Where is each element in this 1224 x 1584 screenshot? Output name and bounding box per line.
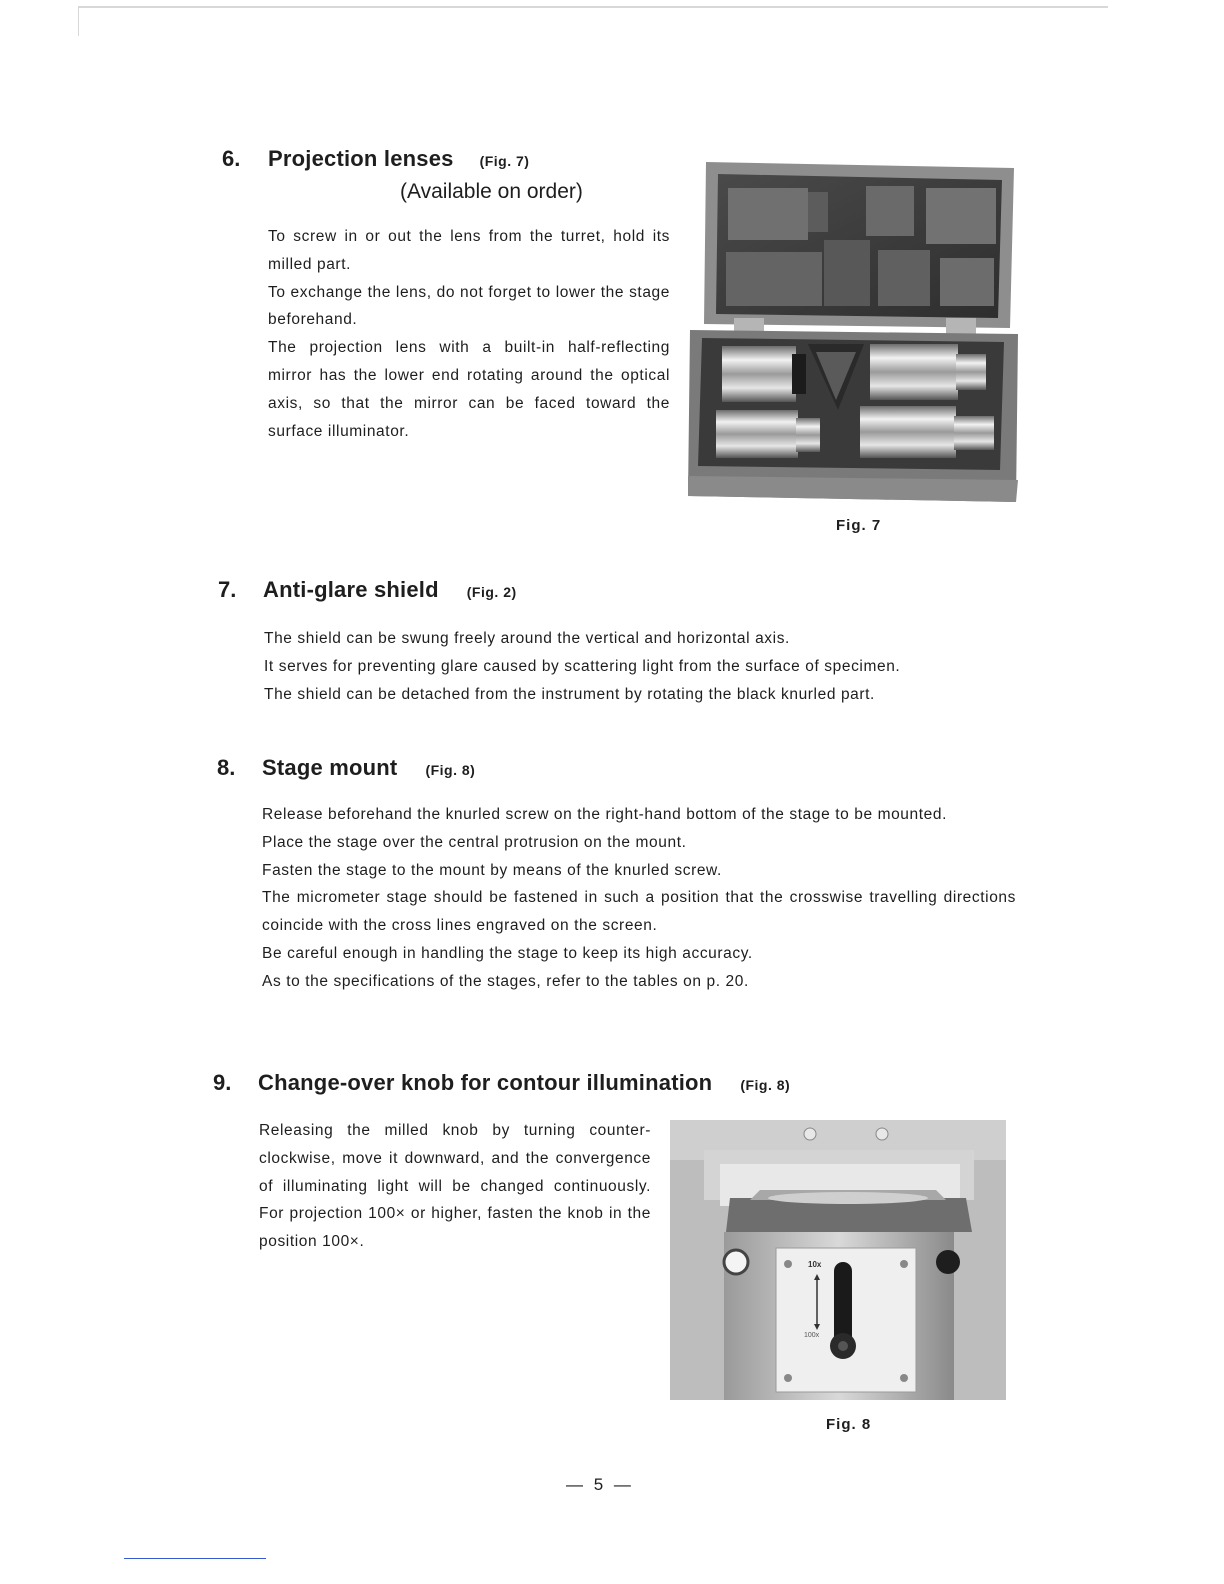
paragraph: Releasing the milled knob by turning counter-clockwise, move it downward, and the convergence of illuminating light will be changed continuously. For projection 100× or higher, fasten the knob in the position 100×. [259, 1122, 651, 1251]
lens-case-drawing [688, 158, 1018, 502]
paragraph: As to the specifications of the stages, refer to the tables on p. 20. [262, 972, 749, 990]
section-9-body [259, 1117, 651, 1256]
scale-label-100x: 100x [804, 1332, 820, 1339]
section-number: 9. [213, 1070, 232, 1095]
section-heading [213, 1070, 790, 1096]
section-title: Anti-glare shield [263, 577, 439, 602]
section-8 [217, 755, 475, 781]
footer-link-underline [124, 1558, 266, 1559]
section-8-body [262, 801, 1016, 996]
figure-reference: (Fig. 7) [479, 153, 530, 169]
section-subtitle: (Available on order) [400, 180, 583, 203]
section-6 [222, 146, 529, 172]
paragraph: Be careful enough in handling the stage to keep its high accuracy. [262, 944, 753, 962]
paragraph: The projection lens with a built-in half-reflecting mirror has the lower end rotating around the optical axis, so that the mirror can be faced toward the surface illuminator. [268, 339, 670, 440]
paragraph: The shield can be swung freely around the vertical and horizontal axis. [264, 630, 790, 647]
paragraph: Fasten the stage to the mount by means of the knurled screw. [262, 861, 722, 879]
section-title: Change-over knob for contour illumination [258, 1070, 713, 1095]
section-9 [213, 1070, 790, 1096]
paragraph: It serves for preventing glare caused by scattering light from the surface of specimen. [264, 657, 901, 675]
scale-label-10x: 10x [808, 1260, 822, 1269]
paragraph: The shield can be detached from the instrument by rotating the black knurled part. [264, 685, 875, 703]
section-heading [217, 755, 475, 781]
figure-8-caption: Fig. 8 [826, 1416, 872, 1433]
figure-7-caption: Fig. 7 [836, 517, 882, 534]
section-title: Stage mount [262, 755, 398, 780]
section-7 [218, 577, 517, 603]
section-heading [222, 146, 529, 172]
paragraph: To exchange the lens, do not forget to lower the stage beforehand. [268, 283, 670, 329]
section-7-body [264, 625, 1024, 708]
figure-reference: (Fig. 2) [466, 584, 517, 600]
section-number: 7. [218, 577, 237, 602]
figure-reference: (Fig. 8) [740, 1077, 791, 1093]
scan-edge-left [78, 6, 79, 36]
figure-reference: (Fig. 8) [425, 762, 476, 778]
figure-8-knob-photo [670, 1120, 1006, 1400]
knob-drawing [670, 1120, 1006, 1400]
paragraph: Place the stage over the central protrusion on the mount. [262, 833, 687, 851]
figure-7-lens-case-photo [688, 158, 1018, 502]
paragraph: The micrometer stage should be fastened in such a position that the crosswise travelling directions coincide with the cross lines engraved on the screen. [262, 889, 1016, 935]
scan-edge-top [78, 6, 1108, 8]
section-number: 6. [222, 146, 241, 171]
section-number: 8. [217, 755, 236, 780]
page-number: — 5 — [566, 1475, 634, 1494]
section-heading [218, 577, 517, 603]
section-title: Projection lenses [268, 146, 454, 171]
paragraph: To screw in or out the lens from the turret, hold its milled part. [268, 228, 670, 273]
section-6-body [268, 223, 670, 445]
paragraph: Release beforehand the knurled screw on the right-hand bottom of the stage to be mounted. [262, 806, 948, 823]
